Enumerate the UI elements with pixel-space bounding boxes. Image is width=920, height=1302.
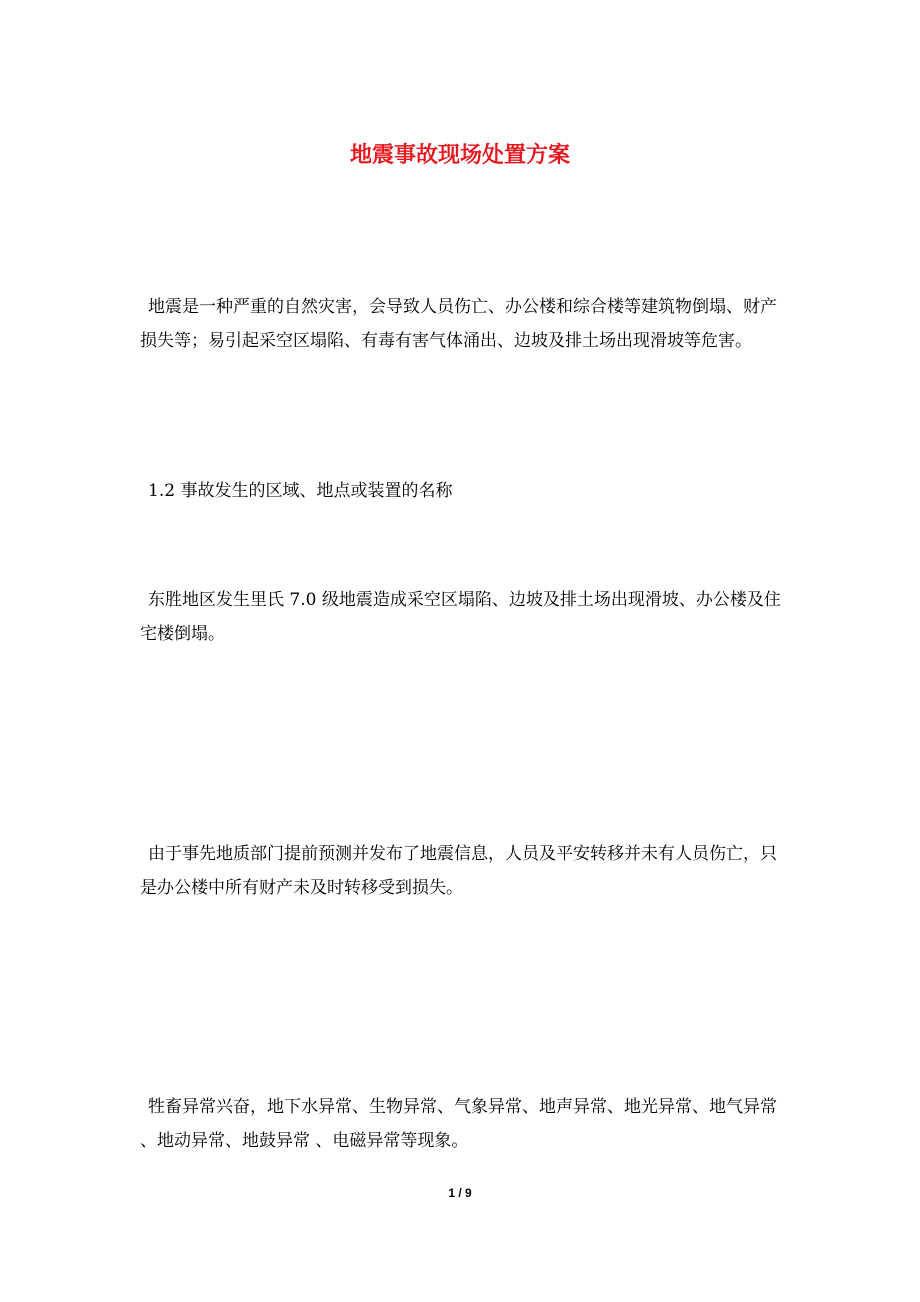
paragraph-intro: 地震是一种严重的自然灾害，会导致人员伤亡、办公楼和综合楼等建筑物倒塌、财产损失等；易引起采空区塌陷、有毒有害气体涌出、边坡及排土场出现滑坡等危害。: [140, 297, 777, 351]
page-indicator: 1 / 9: [448, 1186, 472, 1200]
paragraph-location: 东胜地区发生里氏 7.0 级地震造成采空区塌陷、边坡及排土场出现滑坡、办公楼及住宅楼倒塌。: [140, 590, 781, 644]
document-title: 地震事故现场处置方案: [349, 143, 570, 168]
paragraph-section-heading: 1.2 事故发生的区域、地点或装置的名称: [148, 481, 453, 501]
paragraph-consequence: 由于事先地质部门提前预测并发布了地震信息，人员及平安转移并未有人员伤亡，只是办公楼中所有财产未及时转移受到损失。: [140, 844, 777, 898]
paragraph-precursors: 牲畜异常兴奋，地下水异常、生物异常、气象异常、地声异常、地光异常、地气异常 、地动异常、地鼓异常 、电磁异常等现象。: [140, 1097, 777, 1151]
